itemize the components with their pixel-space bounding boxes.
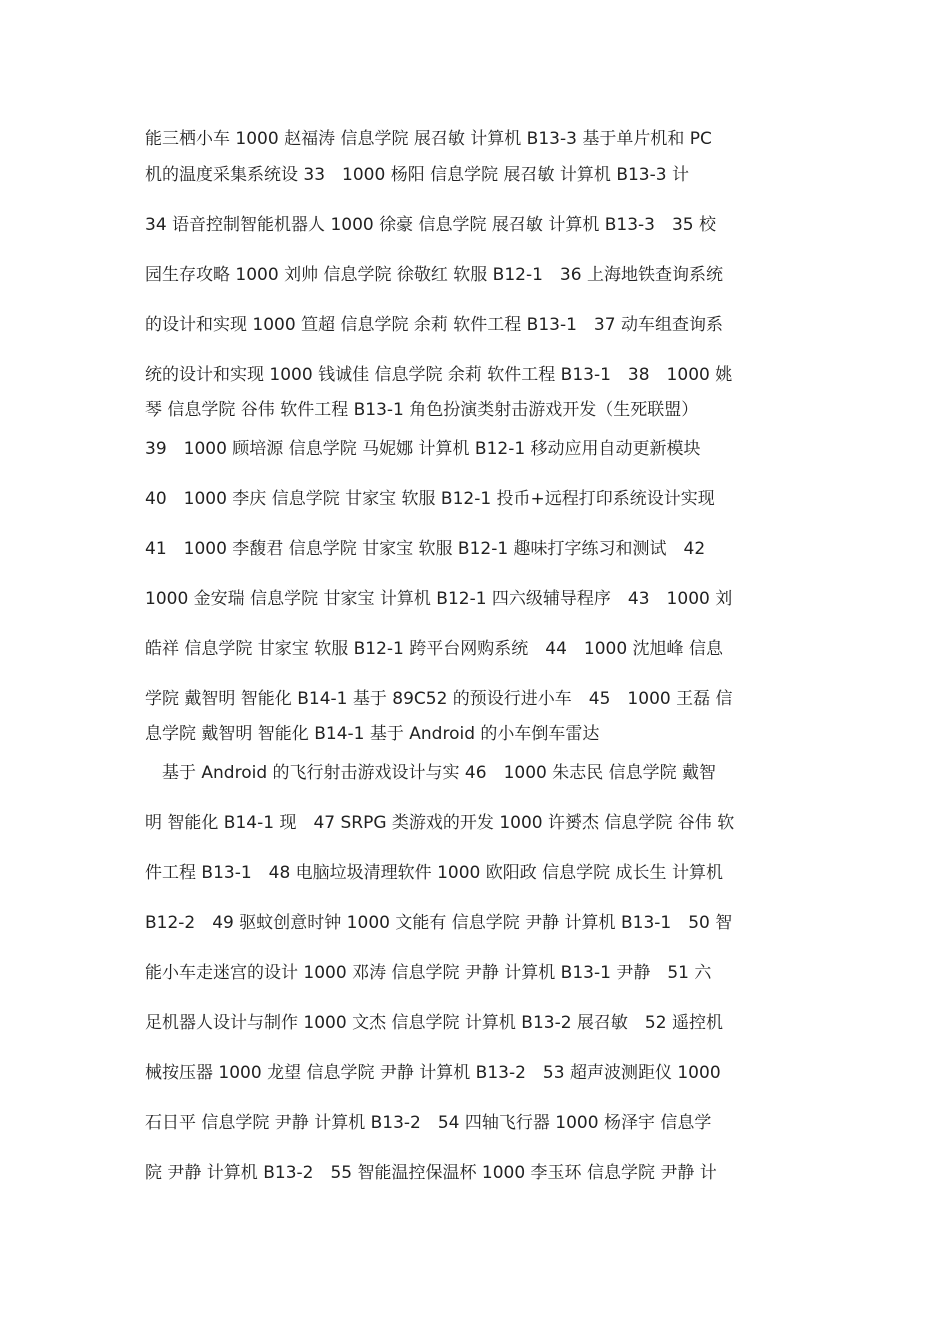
- text-line: 明 智能化 B14-1 现 47 SRPG 类游戏的开发 1000 许赟杰 信息学院 谷伟 软: [145, 813, 735, 833]
- text-line: 石日平 信息学院 尹静 计算机 B13-2 54 四轴飞行器 1000 杨泽宇 信息学: [145, 1113, 712, 1133]
- text-line: 园生存攻略 1000 刘帅 信息学院 徐敬红 软服 B12-1 36 上海地铁查询系统: [145, 265, 723, 285]
- text-line: 院 尹静 计算机 B13-2 55 智能温控保温杯 1000 李玉环 信息学院 尹静 计: [145, 1163, 717, 1183]
- text-line: 41 1000 李馥君 信息学院 甘家宝 软服 B12-1 趣味打字练习和测试 42: [145, 539, 706, 559]
- text-line: 39 1000 顾培源 信息学院 马妮娜 计算机 B12-1 移动应用自动更新模块: [145, 439, 701, 459]
- text-line: 皓祥 信息学院 甘家宝 软服 B12-1 跨平台网购系统 44 1000 沈旭峰 信息: [145, 639, 723, 659]
- text-line: 能小车走迷宫的设计 1000 邓涛 信息学院 尹静 计算机 B13-1 尹静 51 六: [145, 963, 712, 983]
- text-line: 足机器人设计与制作 1000 文杰 信息学院 计算机 B13-2 展召敏 52 遥控机: [145, 1013, 723, 1033]
- text-line: 件工程 B13-1 48 电脑垃圾清理软件 1000 欧阳政 信息学院 成长生 计算机: [145, 863, 723, 883]
- text-line: 40 1000 李庆 信息学院 甘家宝 软服 B12-1 投币+远程打印系统设计实现: [145, 489, 715, 509]
- text-line: 学院 戴智明 智能化 B14-1 基于 89C52 的预设行进小车 45 1000 王磊 信: [145, 689, 733, 709]
- text-line: 械按压器 1000 龙望 信息学院 尹静 计算机 B13-2 53 超声波测距仪 1000: [145, 1063, 721, 1083]
- text-line: 基于 Android 的飞行射击游戏设计与实 46 1000 朱志民 信息学院 戴智: [145, 763, 717, 783]
- text-line: 的设计和实现 1000 笪超 信息学院 余莉 软件工程 B13-1 37 动车组查询系: [145, 315, 723, 335]
- text-line: 统的设计和实现 1000 钱诚佳 信息学院 余莉 软件工程 B13-1 38 1000 姚: [145, 365, 733, 385]
- text-line: 息学院 戴智明 智能化 B14-1 基于 Android 的小车倒车雷达: [145, 724, 600, 744]
- text-line: 琴 信息学院 谷伟 软件工程 B13-1 角色扮演类射击游戏开发（生死联盟）: [145, 400, 699, 420]
- text-line: 1000 金安瑞 信息学院 甘家宝 计算机 B12-1 四六级辅导程序 43 1000 刘: [145, 589, 733, 609]
- text-line: 机的温度采集系统设 33 1000 杨阳 信息学院 展召敏 计算机 B13-3 计: [145, 165, 689, 185]
- text-line: 能三栖小车 1000 赵福涛 信息学院 展召敏 计算机 B13-3 基于单片机和 PC: [145, 129, 712, 149]
- text-line: 34 语音控制智能机器人 1000 徐豪 信息学院 展召敏 计算机 B13-3 35 校: [145, 215, 717, 235]
- text-line: B12-2 49 驱蚊创意时钟 1000 文能有 信息学院 尹静 计算机 B13-1 50 智: [145, 913, 733, 933]
